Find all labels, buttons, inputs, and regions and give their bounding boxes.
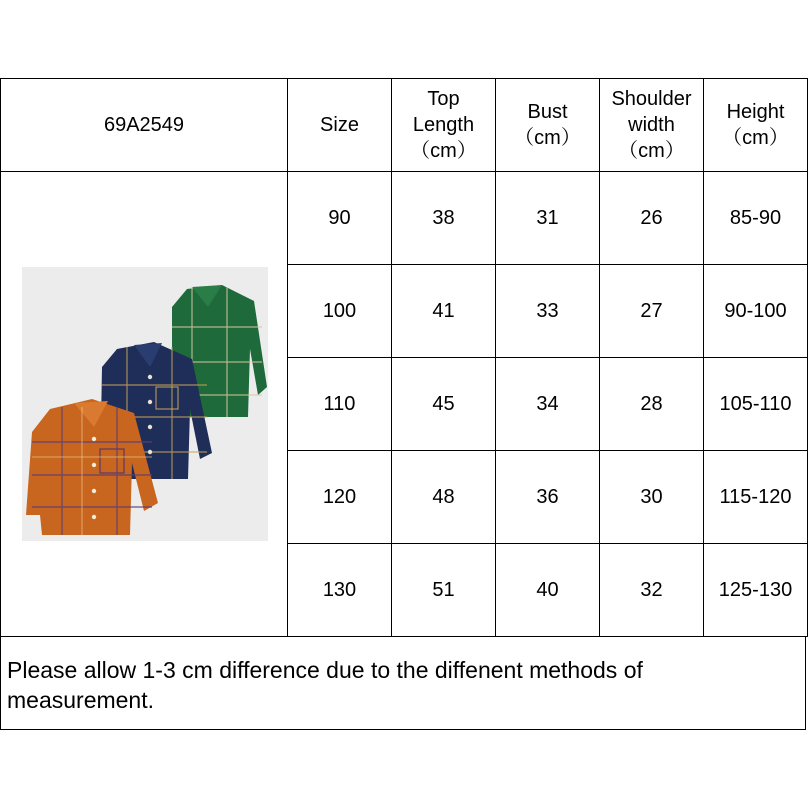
measurement-note	[0, 637, 806, 730]
cell-shoulder-width: 32	[600, 544, 704, 637]
cell-shoulder-width: 28	[600, 358, 704, 451]
cell-top-length: 48	[392, 451, 496, 544]
cell-bust: 36	[496, 451, 600, 544]
cell-top-length: 38	[392, 172, 496, 265]
header-shoulder-width: Shoulder width （cm）	[600, 79, 704, 172]
cell-shoulder-width: 27	[600, 265, 704, 358]
cell-bust: 31	[496, 172, 600, 265]
cell-top-length: 51	[392, 544, 496, 637]
table-row	[1, 172, 808, 265]
note-line-2: measurement.	[7, 687, 155, 713]
product-photo-cell	[1, 172, 288, 637]
cell-bust: 33	[496, 265, 600, 358]
cell-height: 125-130	[704, 544, 808, 637]
cell-height: 90-100	[704, 265, 808, 358]
header-bust: Bust （cm）	[496, 79, 600, 172]
cell-bust: 34	[496, 358, 600, 451]
cell-top-length: 45	[392, 358, 496, 451]
cell-size: 130	[288, 544, 392, 637]
cell-shoulder-width: 30	[600, 451, 704, 544]
header-row	[1, 79, 808, 172]
cell-size: 90	[288, 172, 392, 265]
cell-height: 85-90	[704, 172, 808, 265]
note-line-1: Please allow 1-3 cm difference due to the diffenent methods of	[7, 657, 643, 683]
header-size: Size	[288, 79, 392, 172]
cell-size: 120	[288, 451, 392, 544]
header-top-length: Top Length （cm）	[392, 79, 496, 172]
product-code: 69A2549	[1, 79, 288, 172]
cell-height: 105-110	[704, 358, 808, 451]
size-chart-table	[0, 78, 808, 637]
header-height: Height （cm）	[704, 79, 808, 172]
cell-size: 100	[288, 265, 392, 358]
cell-size: 110	[288, 358, 392, 451]
cell-height: 115-120	[704, 451, 808, 544]
product-photo	[22, 267, 268, 541]
cell-bust: 40	[496, 544, 600, 637]
cell-shoulder-width: 26	[600, 172, 704, 265]
cell-top-length: 41	[392, 265, 496, 358]
